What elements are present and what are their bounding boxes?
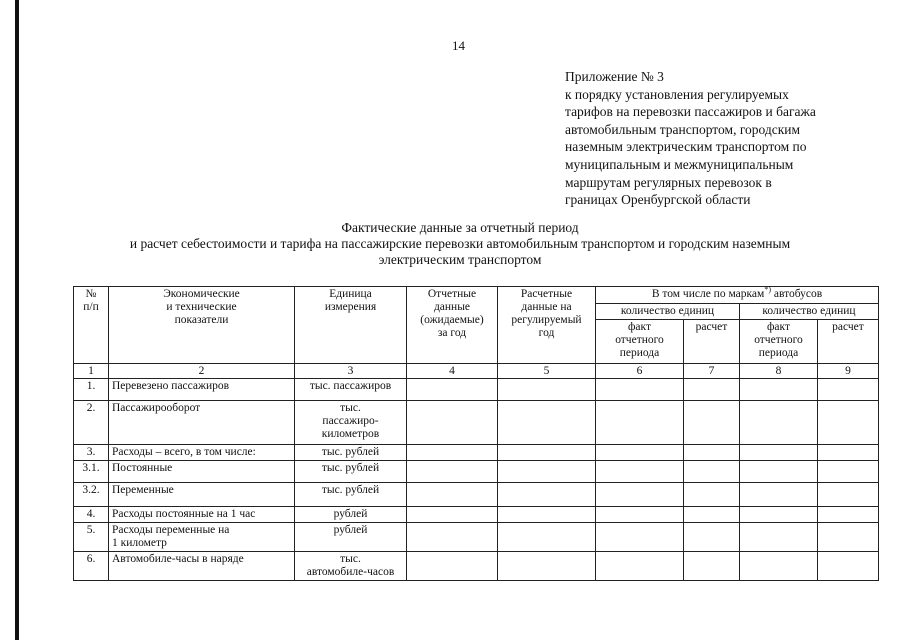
- cell-empty: [684, 445, 740, 461]
- cell-empty: [740, 401, 818, 445]
- cell-empty: [407, 552, 498, 581]
- column-number: 7: [684, 364, 740, 379]
- column-number: 3: [295, 364, 407, 379]
- header-calc: расчет: [684, 320, 740, 364]
- title-line: и расчет себестоимости и тарифа на пассажирские перевозки автомобильным транспортом и городским наземным: [129, 236, 791, 251]
- cell-empty: [818, 445, 879, 461]
- header-calc: расчет: [818, 320, 879, 364]
- cell-empty: [596, 401, 684, 445]
- cell-empty: [498, 401, 596, 445]
- table-row: [74, 552, 879, 581]
- table-row: [74, 461, 879, 483]
- cell-empty: [684, 379, 740, 401]
- cell-empty: [498, 379, 596, 401]
- cell-empty: [407, 379, 498, 401]
- cell-empty: [596, 445, 684, 461]
- header-by-brand: В том числе по маркам*) автобусов: [596, 287, 879, 304]
- row-unit: рублей: [295, 523, 407, 552]
- cell-empty: [818, 507, 879, 523]
- cell-empty: [498, 461, 596, 483]
- cell-empty: [740, 483, 818, 507]
- header-unit: Единица измерения: [295, 287, 407, 364]
- header-units-count: количество единиц: [740, 303, 879, 320]
- row-unit: тыс. рублей: [295, 445, 407, 461]
- cell-empty: [818, 483, 879, 507]
- appendix-line: автомобильным транспортом, городским: [565, 121, 801, 137]
- appendix-line: границах Оренбургской области: [565, 192, 751, 208]
- column-number: 9: [818, 364, 879, 379]
- header-row-1: [74, 287, 879, 304]
- row-unit: тыс. рублей: [295, 483, 407, 507]
- appendix-note: [565, 68, 816, 209]
- column-number: 1: [74, 364, 109, 379]
- cell-empty: [818, 401, 879, 445]
- cell-empty: [596, 507, 684, 523]
- cell-empty: [740, 507, 818, 523]
- row-indicator: Расходы переменные на 1 километр: [109, 523, 295, 552]
- cell-empty: [596, 379, 684, 401]
- page-number: 14: [452, 38, 465, 53]
- appendix-line: тарифов на перевозки пассажиров и багажа: [565, 104, 816, 120]
- cell-empty: [818, 523, 879, 552]
- row-number: 3.2.: [74, 483, 109, 507]
- cell-empty: [407, 507, 498, 523]
- row-indicator: Расходы постоянные на 1 час: [109, 507, 295, 523]
- cell-empty: [818, 379, 879, 401]
- row-indicator: Пассажирооборот: [109, 401, 295, 445]
- cell-empty: [740, 523, 818, 552]
- cell-empty: [818, 461, 879, 483]
- cell-empty: [498, 445, 596, 461]
- cell-empty: [684, 507, 740, 523]
- column-number: 6: [596, 364, 684, 379]
- appendix-line: маршрутам регулярных перевозок в: [565, 174, 772, 190]
- row-number: 3.1.: [74, 461, 109, 483]
- cell-empty: [407, 445, 498, 461]
- table-row: [74, 523, 879, 552]
- cell-empty: [740, 461, 818, 483]
- header-fact: факт отчетного периода: [596, 320, 684, 364]
- cell-empty: [740, 445, 818, 461]
- table-row: [74, 401, 879, 445]
- appendix-line: к порядку установления регулируемых: [565, 86, 789, 102]
- cell-empty: [684, 461, 740, 483]
- row-indicator: Постоянные: [109, 461, 295, 483]
- row-number: 2.: [74, 401, 109, 445]
- header-calculated: Расчетные данные на регулируемый год: [498, 287, 596, 364]
- table-row: [74, 379, 879, 401]
- appendix-line: муниципальным и межмуниципальным: [565, 156, 794, 172]
- appendix-line: наземным электрическим транспортом по: [565, 139, 807, 155]
- row-unit: тыс. пассажиров: [295, 379, 407, 401]
- header-fact: факт отчетного периода: [740, 320, 818, 364]
- cell-empty: [684, 552, 740, 581]
- header-no: № п/п: [74, 287, 109, 364]
- row-number: 1.: [74, 379, 109, 401]
- table-row: [74, 483, 879, 507]
- cell-empty: [740, 552, 818, 581]
- cell-empty: [407, 401, 498, 445]
- column-number: 5: [498, 364, 596, 379]
- document-title: [60, 220, 860, 268]
- row-number: 3.: [74, 445, 109, 461]
- row-unit: рублей: [295, 507, 407, 523]
- cell-empty: [407, 523, 498, 552]
- appendix-title: Приложение № 3: [565, 69, 664, 84]
- column-number: 8: [740, 364, 818, 379]
- column-number: 2: [109, 364, 295, 379]
- cell-empty: [684, 483, 740, 507]
- cell-empty: [596, 483, 684, 507]
- cell-empty: [498, 552, 596, 581]
- cell-empty: [596, 523, 684, 552]
- title-line: электрическим транспортом: [378, 252, 542, 267]
- cost-table: [73, 286, 879, 581]
- header-indicators: Экономические и технические показатели: [109, 287, 295, 364]
- cell-empty: [684, 523, 740, 552]
- column-number: 4: [407, 364, 498, 379]
- cell-empty: [818, 552, 879, 581]
- row-unit: тыс. рублей: [295, 461, 407, 483]
- table-row: [74, 507, 879, 523]
- title-line: Фактические данные за отчетный период: [341, 220, 579, 235]
- row-unit: тыс. автомобиле-часов: [295, 552, 407, 581]
- table-row: [74, 445, 879, 461]
- column-number-row: [74, 364, 879, 379]
- cell-empty: [498, 507, 596, 523]
- cell-empty: [596, 461, 684, 483]
- page-margin-line: [15, 0, 19, 640]
- row-number: 4.: [74, 507, 109, 523]
- header-units-count: количество единиц: [596, 303, 740, 320]
- cell-empty: [407, 461, 498, 483]
- row-number: 5.: [74, 523, 109, 552]
- cell-empty: [498, 483, 596, 507]
- cell-empty: [407, 483, 498, 507]
- row-indicator: Расходы – всего, в том числе:: [109, 445, 295, 461]
- cell-empty: [740, 379, 818, 401]
- row-indicator: Перевезено пассажиров: [109, 379, 295, 401]
- row-unit: тыс. пассажиро- километров: [295, 401, 407, 445]
- row-indicator: Автомобиле-часы в наряде: [109, 552, 295, 581]
- cell-empty: [684, 401, 740, 445]
- row-indicator: Переменные: [109, 483, 295, 507]
- row-number: 6.: [74, 552, 109, 581]
- cell-empty: [498, 523, 596, 552]
- header-reported: Отчетные данные (ожидаемые) за год: [407, 287, 498, 364]
- cell-empty: [596, 552, 684, 581]
